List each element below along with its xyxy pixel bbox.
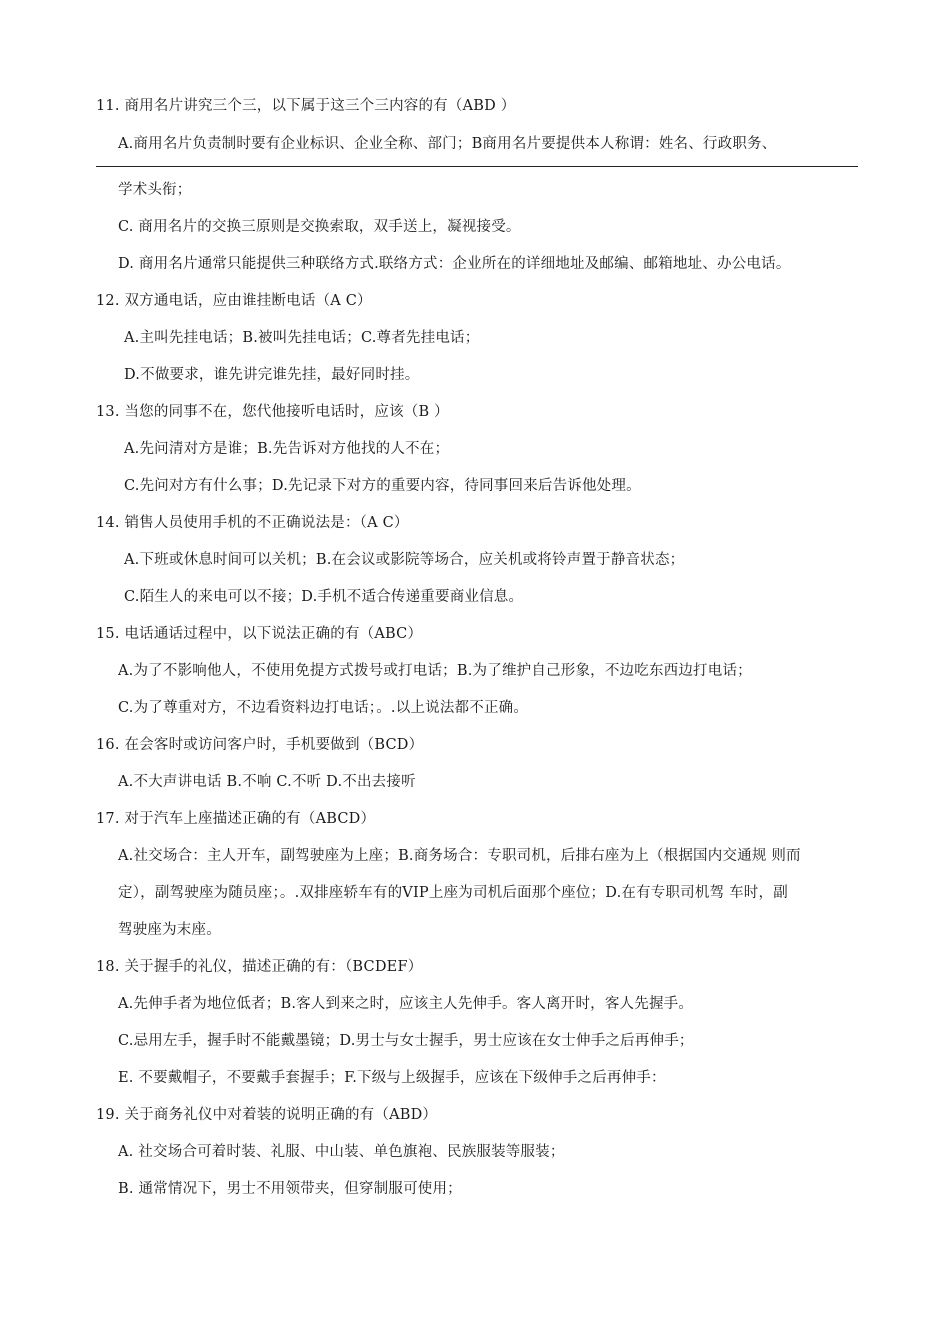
question-17-option-line-2: 定），副驾驶座为随员座；。.双排座轿车有的VIP上座为司机后面那个座位；D.在有专职司机驾 车时，副 xyxy=(118,885,788,901)
question-11-option-b-continued: 学术头衔； xyxy=(118,182,192,198)
question-12-option-d: D.不做要求，谁先讲完谁先挂，最好同时挂。 xyxy=(124,367,420,383)
question-16-options: A.不大声讲电话 B.不响 C.不听 D.不出去接听 xyxy=(118,774,416,790)
question-15-option-cd: C.为了尊重对方，不边看资料边打电话；。.以上说法都不正确。 xyxy=(118,700,529,716)
question-18-option-cd: C.忌用左手，握手时不能戴墨镜；D.男士与女士握手，男士应该在女士伸手之后再伸手； xyxy=(118,1033,694,1049)
question-13-option-cd: C.先问对方有什么事；D.先记录下对方的重要内容，待同事回来后告诉他处理。 xyxy=(124,478,641,494)
question-15-stem: 15. 电话通话过程中，以下说法正确的有（ABC） xyxy=(96,626,423,642)
question-17-stem: 17. 对于汽车上座描述正确的有（ABCD） xyxy=(96,811,376,827)
question-11-stem: 11. 商用名片讲究三个三，以下属于这三个三内容的有（ABD ） xyxy=(96,98,516,114)
question-19-stem: 19. 关于商务礼仪中对着装的说明正确的有（ABD） xyxy=(96,1107,438,1123)
question-11-option-c: C. 商用名片的交换三原则是交换索取，双手送上，凝视接受。 xyxy=(118,219,521,235)
horizontal-rule xyxy=(96,166,858,167)
question-19-option-b: B. 通常情况下，男士不用领带夹，但穿制服可使用； xyxy=(118,1181,462,1197)
question-14-stem: 14. 销售人员使用手机的不正确说法是：（A C） xyxy=(96,515,409,531)
question-11-option-ab: A.商用名片负责制时要有企业标识、企业全称、部门；B商用名片要提供本人称谓：姓名、行政职务、 xyxy=(118,136,777,152)
question-12-option-abc: A.主叫先挂电话；B.被叫先挂电话；C.尊者先挂电话； xyxy=(124,330,480,346)
question-18-option-ab: A.先伸手者为地位低者；B.客人到来之时，应该主人先伸手。客人离开时，客人先握手。 xyxy=(118,996,694,1012)
question-18-stem: 18. 关于握手的礼仪，描述正确的有：（BCDEF） xyxy=(96,959,423,975)
question-14-option-ab: A.下班或休息时间可以关机；B.在会议或影院等场合，应关机或将铃声置于静音状态； xyxy=(124,552,685,568)
question-19-option-a: A. 社交场合可着时装、礼服、中山装、单色旗袍、民族服装等服装； xyxy=(118,1144,565,1160)
question-17-option-line-1: A.社交场合：主人开车，副驾驶座为上座；B.商务场合：专职司机，后排右座为上（根据国内交通规 则而 xyxy=(118,848,801,864)
question-15-option-ab: A.为了不影响他人，不使用免提方式拨号或打电话；B.为了维护自己形象，不边吃东西边打电话； xyxy=(118,663,752,679)
question-18-option-ef: E. 不要戴帽子，不要戴手套握手；F.下级与上级握手，应该在下级伸手之后再伸手： xyxy=(118,1070,666,1086)
question-16-stem: 16. 在会客时或访问客户时，手机要做到（BCD） xyxy=(96,737,424,753)
question-17-option-line-3: 驾驶座为末座。 xyxy=(118,922,221,938)
question-11-option-d: D. 商用名片通常只能提供三种联络方式.联络方式：企业所在的详细地址及邮编、邮箱地址、办公电话。 xyxy=(118,256,791,272)
question-12-stem: 12. 双方通电话，应由谁挂断电话（A C） xyxy=(96,293,372,309)
question-14-option-cd: C.陌生人的来电可以不接；D.手机不适合传递重要商业信息。 xyxy=(124,589,524,605)
question-13-option-ab: A.先问清对方是谁；B.先告诉对方他找的人不在； xyxy=(124,441,450,457)
question-13-stem: 13. 当您的同事不在，您代他接听电话时，应该（B ） xyxy=(96,404,449,420)
